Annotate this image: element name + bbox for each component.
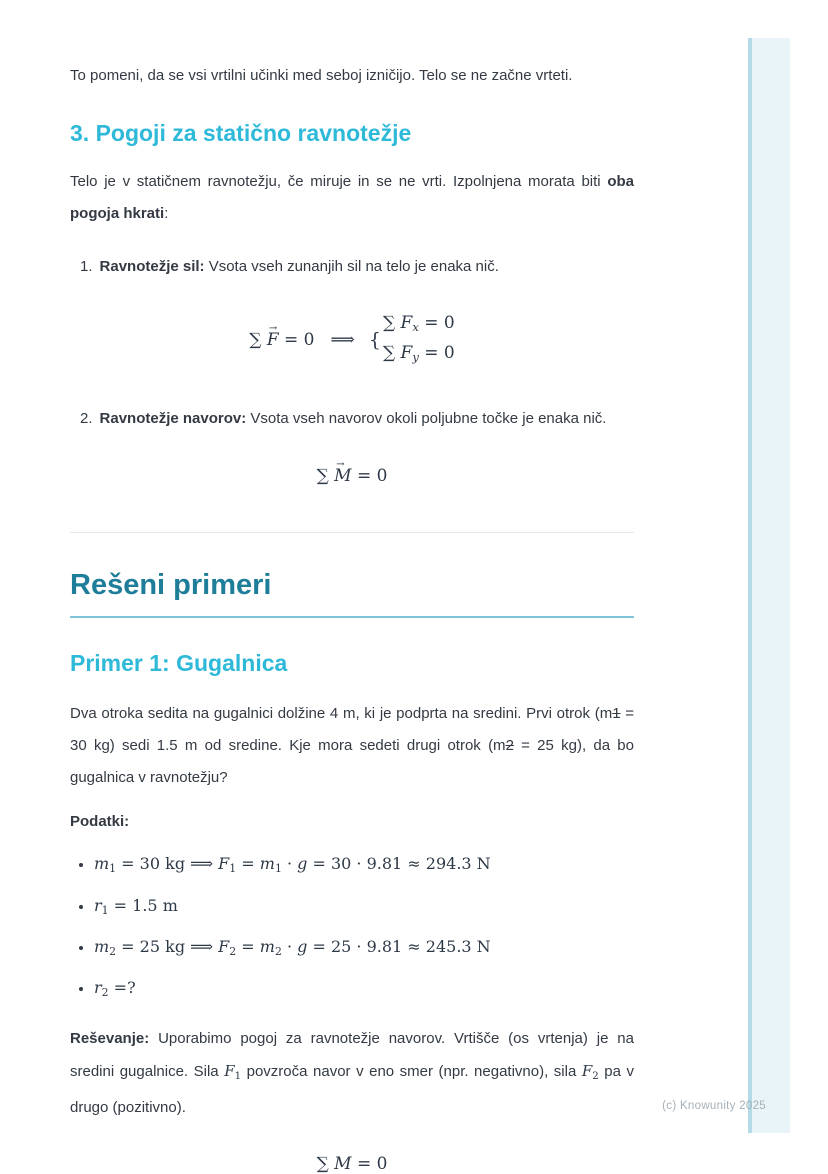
section-heading-static-equilibrium: 3. Pogoji za statično ravnotežje: [70, 120, 412, 146]
implies-arrow: ⟹: [330, 330, 355, 351]
example1-solution-text: Reševanje: Uporabimo pogoj za ravnotežje navorov. Vrtišče (os vrtenja) je na sredini gugalnice. Sila F1 povzroča navor v eno smer (npr. negativno), sila F2 pa v drugo (pozitivno).: [70, 1029, 634, 1117]
section-intro-paragraph: Telo je v statičnem ravnotežju, če miruje in se ne vrti. Izpolnjena morata biti oba pogoja hkrati:: [70, 173, 634, 222]
numbered-item-force-balance: [70, 254, 634, 280]
formula-sum-torques: ∑ M = 0: [316, 1154, 388, 1174]
list-item-text: Ravnotežje navorov: Vsota vseh navorov okoli poljubne točke je enaka nič.: [99, 410, 607, 428]
data-item-m1: • m1 = 30 kg ⟹ F1 = m1 · g = 30 · 9.81 ≈ 294.3 N: [94, 854, 634, 879]
data-item-r2: • r2 =?: [94, 978, 634, 1003]
data-label: Podatki:: [70, 813, 130, 831]
document-page: [70, 0, 634, 1174]
solved-examples-heading: Rešeni primeri: [70, 567, 634, 618]
list-item-text: Ravnotežje sil: Vsota vseh zunanjih sil na telo je enaka nič.: [99, 258, 499, 275]
data-item-r1: • r1 = 1.5 m: [94, 896, 634, 921]
formula-torque-balance: ∑ M → = 0: [70, 466, 634, 486]
intro-conclusion-text: To pomeni, da se vsi vrtilni učinki med seboj izničijo. Telo se ne začne vrteti.: [70, 67, 573, 84]
numbered-item-torque-balance: [70, 406, 634, 432]
formula-force-balance: [70, 310, 634, 370]
formula-sum-fy: ∑ Fy = 0: [382, 343, 455, 365]
brace-glyph: {: [368, 329, 381, 352]
formula-component-stack: [383, 310, 455, 370]
given-data-list: [70, 854, 634, 1002]
formula-sum-fx: ∑ Fx = 0: [382, 313, 455, 335]
section-divider: [70, 532, 634, 533]
decorative-side-ribbon: [748, 38, 790, 1133]
example1-heading: Primer 1: Gugalnica: [70, 650, 288, 677]
copyright-footer: (c) Knowunity 2025: [662, 1100, 766, 1112]
example1-problem-text: Dva otroka sedita na gugalnici dolžine 4 m, ki je podprta na sredini. Prvi otrok (m1 = 30 kg) sedi 1.5 m od sredine. Kje mora sedeti drugi otrok (m2 = 25 kg), da bo gugalnica v ravnotežju?: [70, 705, 634, 787]
formula-sum-forces: ∑ F → = 0: [249, 330, 314, 350]
data-item-m2: • m2 = 25 kg ⟹ F2 = m2 · g = 25 · 9.81 ≈ 245.3 N: [94, 937, 634, 962]
list-number: 1.: [80, 258, 93, 275]
list-number: 2.: [80, 410, 93, 428]
